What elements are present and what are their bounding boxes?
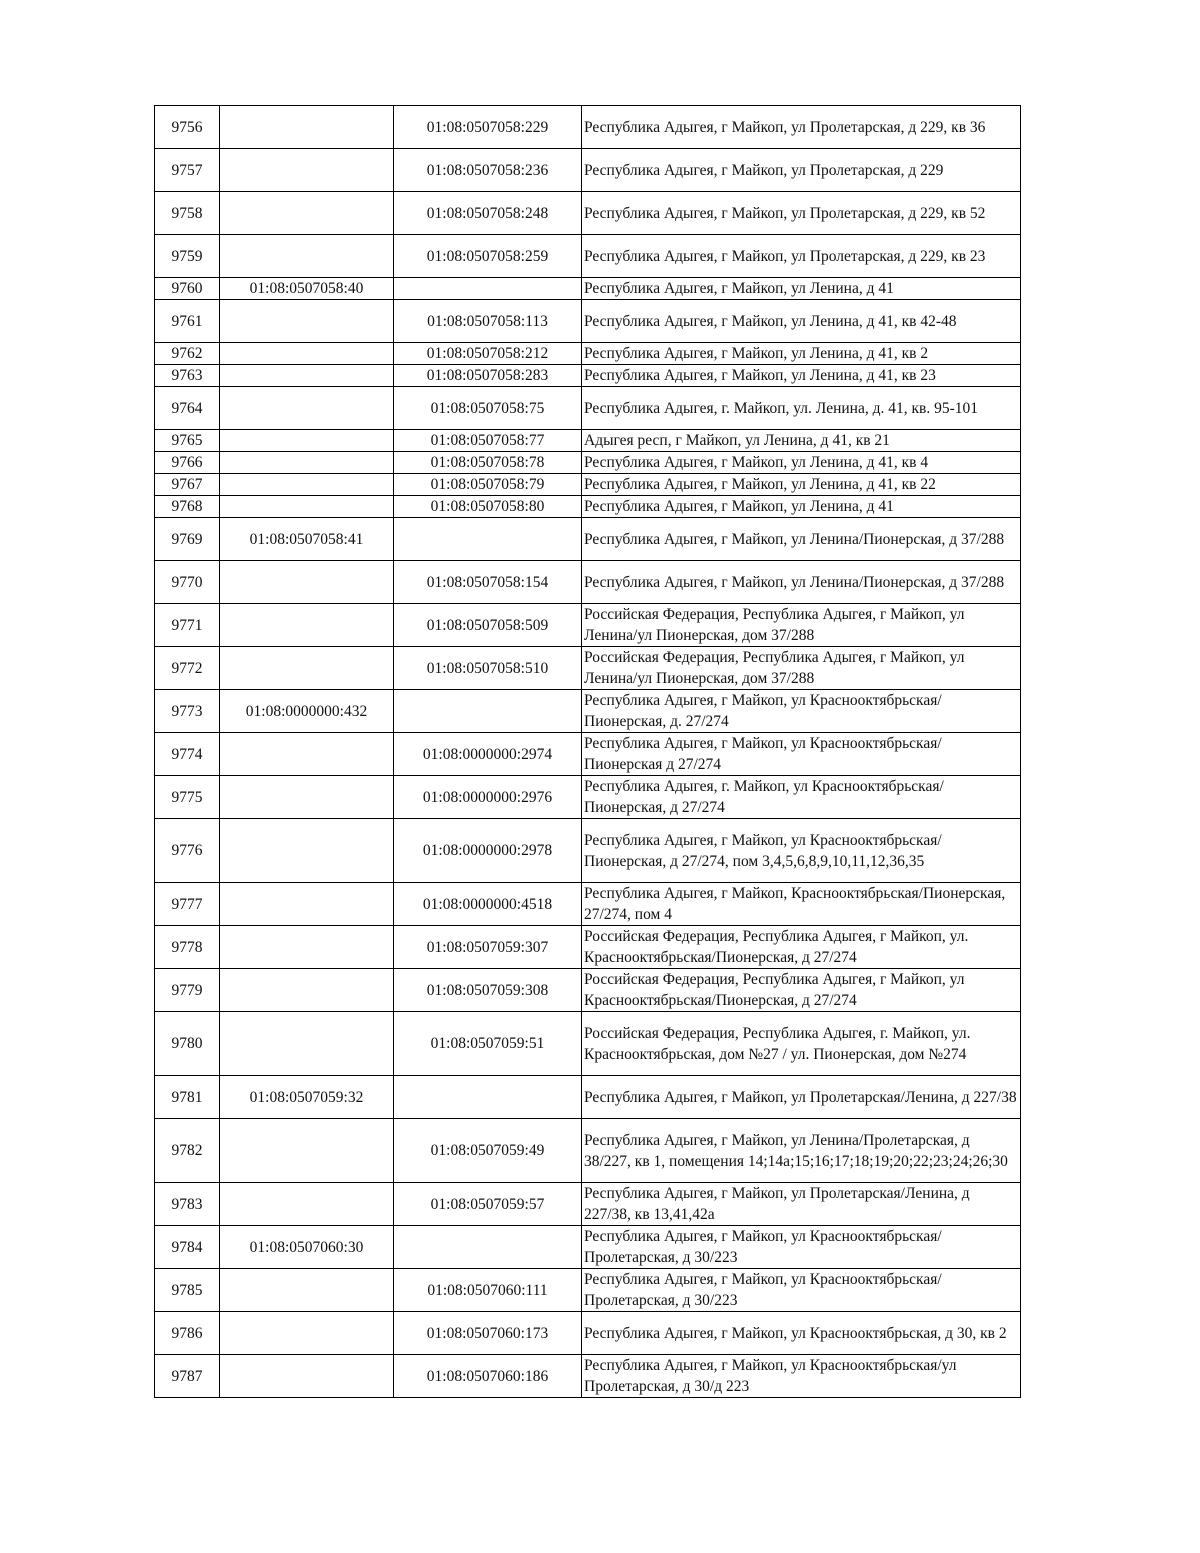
address-cell: Республика Адыгея, г Майкоп, ул Ленина/Пионерская, д 37/288 xyxy=(582,518,1021,561)
cadastral-number-cell: 01:08:0000000:2976 xyxy=(394,776,582,819)
table-row xyxy=(155,969,1021,1012)
table-row xyxy=(155,430,1021,452)
cadastral-number-cell: 01:08:0507058:78 xyxy=(394,452,582,474)
cadastral-number-cell: 01:08:0507059:307 xyxy=(394,926,582,969)
address-cell: Российская Федерация, Республика Адыгея, г Майкоп, ул. Краснооктябрьская/Пионерская, д 27/274 xyxy=(582,926,1021,969)
table-row xyxy=(155,1076,1021,1119)
address-cell: Республика Адыгея, г Майкоп, ул Ленина, д 41 xyxy=(582,278,1021,300)
cadastral-number-cell: 01:08:0507058:248 xyxy=(394,192,582,235)
row-number-cell: 9760 xyxy=(155,278,220,300)
row-number-cell: 9770 xyxy=(155,561,220,604)
address-cell: Адыгея респ, г Майкоп, ул Ленина, д 41, кв 21 xyxy=(582,430,1021,452)
table-row xyxy=(155,387,1021,430)
table-row xyxy=(155,474,1021,496)
address-cell: Республика Адыгея, г Майкоп, ул Пролетарская/Ленина, д 227/38 xyxy=(582,1076,1021,1119)
parent-cadastral-number-cell xyxy=(220,1012,394,1076)
cadastral-number-cell: 01:08:0507060:111 xyxy=(394,1269,582,1312)
cadastral-number-cell: 01:08:0507059:51 xyxy=(394,1012,582,1076)
table-row xyxy=(155,518,1021,561)
parent-cadastral-number-cell xyxy=(220,149,394,192)
parent-cadastral-number-cell xyxy=(220,604,394,647)
row-number-cell: 9774 xyxy=(155,733,220,776)
table-row xyxy=(155,1312,1021,1355)
row-number-cell: 9757 xyxy=(155,149,220,192)
parent-cadastral-number-cell: 01:08:0507058:41 xyxy=(220,518,394,561)
table-row xyxy=(155,647,1021,690)
row-number-cell: 9785 xyxy=(155,1269,220,1312)
row-number-cell: 9761 xyxy=(155,300,220,343)
address-cell: Республика Адыгея, г Майкоп, ул Ленина, д 41, кв 4 xyxy=(582,452,1021,474)
table-row xyxy=(155,733,1021,776)
table-row xyxy=(155,1012,1021,1076)
registry-table-body xyxy=(155,106,1021,1398)
address-cell: Республика Адыгея, г Майкоп, ул Ленина, д 41, кв 42-48 xyxy=(582,300,1021,343)
row-number-cell: 9787 xyxy=(155,1355,220,1398)
cadastral-number-cell xyxy=(394,1226,582,1269)
parent-cadastral-number-cell xyxy=(220,926,394,969)
address-cell: Республика Адыгея, г. Майкоп, ул. Ленина, д. 41, кв. 95-101 xyxy=(582,387,1021,430)
cadastral-number-cell: 01:08:0507058:154 xyxy=(394,561,582,604)
row-number-cell: 9758 xyxy=(155,192,220,235)
address-cell: Республика Адыгея, г Майкоп, ул Пролетарская, д 229, кв 36 xyxy=(582,106,1021,149)
address-cell: Республика Адыгея, г Майкоп, ул Краснооктябрьская/Пролетарская, д 30/223 xyxy=(582,1226,1021,1269)
cadastral-number-cell: 01:08:0507059:57 xyxy=(394,1183,582,1226)
cadastral-number-cell: 01:08:0507058:283 xyxy=(394,365,582,387)
table-row xyxy=(155,926,1021,969)
row-number-cell: 9767 xyxy=(155,474,220,496)
cadastral-number-cell: 01:08:0507058:229 xyxy=(394,106,582,149)
cadastral-number-cell: 01:08:0507058:75 xyxy=(394,387,582,430)
row-number-cell: 9780 xyxy=(155,1012,220,1076)
cadastral-number-cell: 01:08:0000000:4518 xyxy=(394,883,582,926)
address-cell: Российская Федерация, Республика Адыгея, г Майкоп, ул Ленина/ул Пионерская, дом 37/288 xyxy=(582,647,1021,690)
parent-cadastral-number-cell: 01:08:0507058:40 xyxy=(220,278,394,300)
table-row xyxy=(155,819,1021,883)
cadastral-number-cell: 01:08:0507058:80 xyxy=(394,496,582,518)
table-row xyxy=(155,235,1021,278)
parent-cadastral-number-cell xyxy=(220,300,394,343)
row-number-cell: 9786 xyxy=(155,1312,220,1355)
cadastral-number-cell: 01:08:0507058:510 xyxy=(394,647,582,690)
table-row xyxy=(155,1119,1021,1183)
row-number-cell: 9772 xyxy=(155,647,220,690)
address-cell: Республика Адыгея, г Майкоп, ул Ленина/Пролетарская, д 38/227, кв 1, помещения 14;14а;15;16;17;18;19;20;22;23;24;26;30 xyxy=(582,1119,1021,1183)
table-row xyxy=(155,452,1021,474)
parent-cadastral-number-cell xyxy=(220,343,394,365)
table-row xyxy=(155,883,1021,926)
parent-cadastral-number-cell xyxy=(220,1183,394,1226)
row-number-cell: 9766 xyxy=(155,452,220,474)
parent-cadastral-number-cell xyxy=(220,235,394,278)
cadastral-number-cell: 01:08:0507058:77 xyxy=(394,430,582,452)
address-cell: Республика Адыгея, г Майкоп, ул Краснооктябрьская/Пролетарская, д 30/223 xyxy=(582,1269,1021,1312)
row-number-cell: 9777 xyxy=(155,883,220,926)
parent-cadastral-number-cell xyxy=(220,561,394,604)
cadastral-number-cell: 01:08:0507058:113 xyxy=(394,300,582,343)
parent-cadastral-number-cell xyxy=(220,496,394,518)
row-number-cell: 9771 xyxy=(155,604,220,647)
row-number-cell: 9763 xyxy=(155,365,220,387)
parent-cadastral-number-cell xyxy=(220,733,394,776)
address-cell: Республика Адыгея, г Майкоп, ул Краснооктябрьская/Пионерская, д 27/274, пом 3,4,5,6,8,9,10,11,12,36,35 xyxy=(582,819,1021,883)
address-cell: Республика Адыгея, г. Майкоп, ул Краснооктябрьская/Пионерская, д 27/274 xyxy=(582,776,1021,819)
row-number-cell: 9773 xyxy=(155,690,220,733)
address-cell: Республика Адыгея, г Майкоп, ул Ленина/Пионерская, д 37/288 xyxy=(582,561,1021,604)
row-number-cell: 9778 xyxy=(155,926,220,969)
parent-cadastral-number-cell xyxy=(220,1119,394,1183)
row-number-cell: 9781 xyxy=(155,1076,220,1119)
row-number-cell: 9775 xyxy=(155,776,220,819)
cadastral-number-cell: 01:08:0507058:509 xyxy=(394,604,582,647)
table-row xyxy=(155,604,1021,647)
table-row xyxy=(155,690,1021,733)
parent-cadastral-number-cell xyxy=(220,387,394,430)
parent-cadastral-number-cell xyxy=(220,430,394,452)
table-row xyxy=(155,1183,1021,1226)
cadastral-number-cell: 01:08:0507059:308 xyxy=(394,969,582,1012)
table-row xyxy=(155,149,1021,192)
table-row xyxy=(155,365,1021,387)
address-cell: Республика Адыгея, г Майкоп, Краснооктябрьская/Пионерская, 27/274, пом 4 xyxy=(582,883,1021,926)
row-number-cell: 9756 xyxy=(155,106,220,149)
parent-cadastral-number-cell xyxy=(220,365,394,387)
parent-cadastral-number-cell xyxy=(220,1269,394,1312)
parent-cadastral-number-cell xyxy=(220,647,394,690)
address-cell: Республика Адыгея, г Майкоп, ул Ленина, д 41, кв 23 xyxy=(582,365,1021,387)
address-cell: Республика Адыгея, г Майкоп, ул Краснооктябрьская/Пионерская д 27/274 xyxy=(582,733,1021,776)
cadastral-number-cell: 01:08:0507058:236 xyxy=(394,149,582,192)
address-cell: Республика Адыгея, г Майкоп, ул Пролетарская, д 229, кв 23 xyxy=(582,235,1021,278)
address-cell: Республика Адыгея, г Майкоп, ул Пролетарская, д 229, кв 52 xyxy=(582,192,1021,235)
parent-cadastral-number-cell xyxy=(220,106,394,149)
cadastral-number-cell: 01:08:0000000:2978 xyxy=(394,819,582,883)
table-row xyxy=(155,106,1021,149)
address-cell: Российская Федерация, Республика Адыгея, г Майкоп, ул Ленина/ул Пионерская, дом 37/288 xyxy=(582,604,1021,647)
row-number-cell: 9776 xyxy=(155,819,220,883)
cadastral-number-cell: 01:08:0507058:79 xyxy=(394,474,582,496)
address-cell: Российская Федерация, Республика Адыгея, г. Майкоп, ул. Краснооктябрьская, дом №27 / ул. Пионерская, дом №274 xyxy=(582,1012,1021,1076)
row-number-cell: 9762 xyxy=(155,343,220,365)
address-cell: Российская Федерация, Республика Адыгея, г Майкоп, ул Краснооктябрьская/Пионерская, д 27/274 xyxy=(582,969,1021,1012)
table-row xyxy=(155,343,1021,365)
cadastral-number-cell: 01:08:0507060:173 xyxy=(394,1312,582,1355)
row-number-cell: 9779 xyxy=(155,969,220,1012)
row-number-cell: 9764 xyxy=(155,387,220,430)
row-number-cell: 9783 xyxy=(155,1183,220,1226)
parent-cadastral-number-cell xyxy=(220,192,394,235)
cadastral-number-cell xyxy=(394,1076,582,1119)
address-cell: Республика Адыгея, г Майкоп, ул Краснооктябрьская, д 30, кв 2 xyxy=(582,1312,1021,1355)
cadastral-number-cell: 01:08:0507058:259 xyxy=(394,235,582,278)
row-number-cell: 9769 xyxy=(155,518,220,561)
table-row xyxy=(155,278,1021,300)
row-number-cell: 9782 xyxy=(155,1119,220,1183)
table-row xyxy=(155,1226,1021,1269)
table-row xyxy=(155,496,1021,518)
address-cell: Республика Адыгея, г Майкоп, ул Ленина, д 41 xyxy=(582,496,1021,518)
parent-cadastral-number-cell xyxy=(220,969,394,1012)
table-row xyxy=(155,561,1021,604)
parent-cadastral-number-cell xyxy=(220,474,394,496)
property-registry-table xyxy=(154,105,1021,1398)
parent-cadastral-number-cell xyxy=(220,883,394,926)
row-number-cell: 9765 xyxy=(155,430,220,452)
parent-cadastral-number-cell xyxy=(220,1312,394,1355)
row-number-cell: 9784 xyxy=(155,1226,220,1269)
address-cell: Республика Адыгея, г Майкоп, ул Краснооктябрьская/ул Пролетарская, д 30/д 223 xyxy=(582,1355,1021,1398)
cadastral-number-cell xyxy=(394,690,582,733)
row-number-cell: 9759 xyxy=(155,235,220,278)
address-cell: Республика Адыгея, г Майкоп, ул Ленина, д 41, кв 2 xyxy=(582,343,1021,365)
parent-cadastral-number-cell xyxy=(220,1355,394,1398)
row-number-cell: 9768 xyxy=(155,496,220,518)
address-cell: Республика Адыгея, г Майкоп, ул Ленина, д 41, кв 22 xyxy=(582,474,1021,496)
cadastral-number-cell xyxy=(394,518,582,561)
table-row xyxy=(155,776,1021,819)
table-row xyxy=(155,1355,1021,1398)
cadastral-number-cell xyxy=(394,278,582,300)
table-row xyxy=(155,192,1021,235)
table-row xyxy=(155,300,1021,343)
parent-cadastral-number-cell xyxy=(220,776,394,819)
address-cell: Республика Адыгея, г Майкоп, ул Пролетарская/Ленина, д 227/38, кв 13,41,42а xyxy=(582,1183,1021,1226)
parent-cadastral-number-cell: 01:08:0507059:32 xyxy=(220,1076,394,1119)
cadastral-number-cell: 01:08:0507059:49 xyxy=(394,1119,582,1183)
table-row xyxy=(155,1269,1021,1312)
parent-cadastral-number-cell xyxy=(220,819,394,883)
address-cell: Республика Адыгея, г Майкоп, ул Краснооктябрьская/Пионерская, д. 27/274 xyxy=(582,690,1021,733)
cadastral-number-cell: 01:08:0507060:186 xyxy=(394,1355,582,1398)
cadastral-number-cell: 01:08:0000000:2974 xyxy=(394,733,582,776)
parent-cadastral-number-cell: 01:08:0507060:30 xyxy=(220,1226,394,1269)
parent-cadastral-number-cell: 01:08:0000000:432 xyxy=(220,690,394,733)
cadastral-number-cell: 01:08:0507058:212 xyxy=(394,343,582,365)
parent-cadastral-number-cell xyxy=(220,452,394,474)
address-cell: Республика Адыгея, г Майкоп, ул Пролетарская, д 229 xyxy=(582,149,1021,192)
